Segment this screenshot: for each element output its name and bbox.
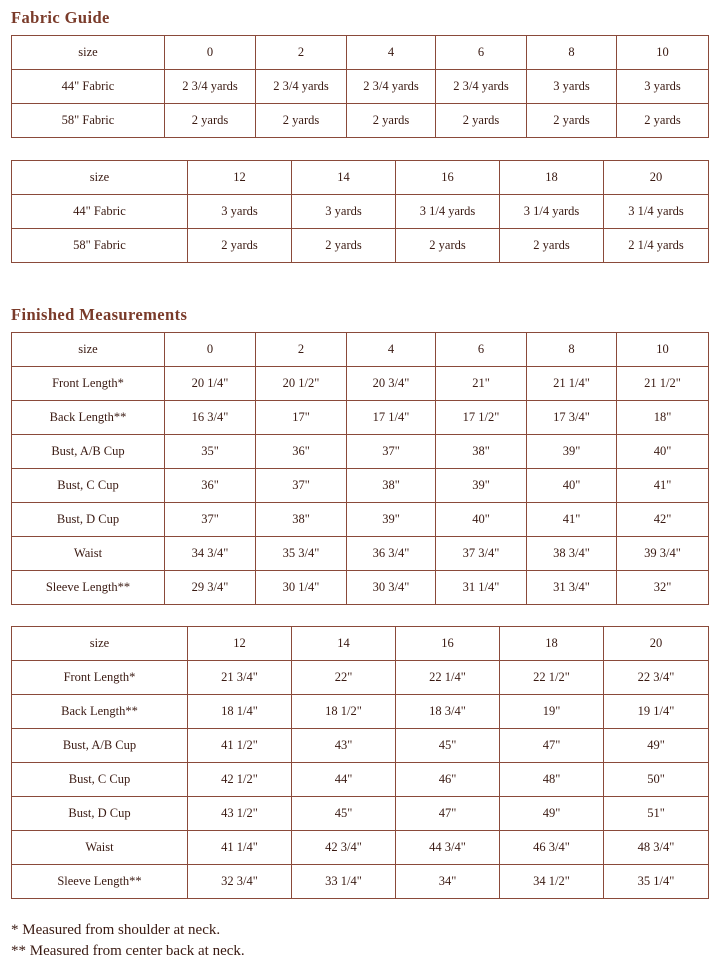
table-cell: 18" bbox=[617, 401, 709, 435]
table-cell: 36" bbox=[256, 435, 347, 469]
table-header-row bbox=[12, 627, 709, 661]
table-cell: 43 1/2" bbox=[188, 797, 292, 831]
table-cell: 34 3/4" bbox=[165, 537, 256, 571]
row-label: Bust, C Cup bbox=[12, 469, 165, 503]
table-cell: 31 1/4" bbox=[436, 571, 527, 605]
header-cell: 12 bbox=[188, 627, 292, 661]
header-cell: 10 bbox=[617, 36, 709, 70]
fabric-guide-table-sizes-12-20 bbox=[11, 160, 709, 263]
table-cell: 2 yards bbox=[617, 104, 709, 138]
table-row bbox=[12, 763, 709, 797]
table-cell: 29 3/4" bbox=[165, 571, 256, 605]
row-label: Bust, D Cup bbox=[12, 503, 165, 537]
table-cell: 17 1/2" bbox=[436, 401, 527, 435]
table-cell: 32 3/4" bbox=[188, 865, 292, 899]
header-cell: 20 bbox=[604, 161, 709, 195]
table-cell: 17" bbox=[256, 401, 347, 435]
table-cell: 39" bbox=[436, 469, 527, 503]
table-row bbox=[12, 797, 709, 831]
table-cell: 18 3/4" bbox=[396, 695, 500, 729]
table-cell: 37 3/4" bbox=[436, 537, 527, 571]
table-cell: 38" bbox=[436, 435, 527, 469]
table-cell: 3 1/4 yards bbox=[604, 195, 709, 229]
table-cell: 19" bbox=[500, 695, 604, 729]
table-cell: 22 1/2" bbox=[500, 661, 604, 695]
table-cell: 34" bbox=[396, 865, 500, 899]
table-row bbox=[12, 729, 709, 763]
table-header-row bbox=[12, 161, 709, 195]
table-cell: 36 3/4" bbox=[347, 537, 436, 571]
table-cell: 49" bbox=[604, 729, 709, 763]
table-cell: 18 1/4" bbox=[188, 695, 292, 729]
table-header-row bbox=[12, 36, 709, 70]
header-cell: 14 bbox=[292, 161, 396, 195]
table-cell: 2 yards bbox=[165, 104, 256, 138]
fabric-guide-table-sizes-0-10 bbox=[11, 35, 709, 138]
table-cell: 32" bbox=[617, 571, 709, 605]
table-cell: 18 1/2" bbox=[292, 695, 396, 729]
table-cell: 34 1/2" bbox=[500, 865, 604, 899]
row-label: Bust, A/B Cup bbox=[12, 729, 188, 763]
table-cell: 2 yards bbox=[527, 104, 617, 138]
table-cell: 44 3/4" bbox=[396, 831, 500, 865]
table-cell: 35 3/4" bbox=[256, 537, 347, 571]
table-cell: 22 3/4" bbox=[604, 661, 709, 695]
table-cell: 37" bbox=[256, 469, 347, 503]
table-row bbox=[12, 865, 709, 899]
table-cell: 35 1/4" bbox=[604, 865, 709, 899]
table-cell: 3 yards bbox=[527, 70, 617, 104]
table-cell: 42 3/4" bbox=[292, 831, 396, 865]
table-cell: 20 3/4" bbox=[347, 367, 436, 401]
table-row bbox=[12, 195, 709, 229]
header-cell: 6 bbox=[436, 333, 527, 367]
table-row bbox=[12, 229, 709, 263]
table-cell: 39" bbox=[527, 435, 617, 469]
table-cell: 16 3/4" bbox=[165, 401, 256, 435]
table-cell: 3 1/4 yards bbox=[396, 195, 500, 229]
table-cell: 2 yards bbox=[396, 229, 500, 263]
table-cell: 2 3/4 yards bbox=[436, 70, 527, 104]
table-cell: 41" bbox=[617, 469, 709, 503]
header-cell: 2 bbox=[256, 333, 347, 367]
table-cell: 49" bbox=[500, 797, 604, 831]
table-cell: 17 1/4" bbox=[347, 401, 436, 435]
table-header-row bbox=[12, 333, 709, 367]
table-cell: 51" bbox=[604, 797, 709, 831]
header-cell: 20 bbox=[604, 627, 709, 661]
table-cell: 42 1/2" bbox=[188, 763, 292, 797]
table-cell: 30 3/4" bbox=[347, 571, 436, 605]
table-row bbox=[12, 104, 709, 138]
row-label: Waist bbox=[12, 537, 165, 571]
row-label: Bust, D Cup bbox=[12, 797, 188, 831]
table-row bbox=[12, 537, 709, 571]
table-cell: 21 3/4" bbox=[188, 661, 292, 695]
table-row bbox=[12, 367, 709, 401]
table-cell: 2 yards bbox=[188, 229, 292, 263]
table-cell: 22" bbox=[292, 661, 396, 695]
header-cell: 14 bbox=[292, 627, 396, 661]
table-cell: 2 yards bbox=[292, 229, 396, 263]
table-cell: 40" bbox=[617, 435, 709, 469]
table-cell: 3 yards bbox=[617, 70, 709, 104]
table-cell: 45" bbox=[292, 797, 396, 831]
table-cell: 2 3/4 yards bbox=[256, 70, 347, 104]
table-row bbox=[12, 661, 709, 695]
header-cell: size bbox=[12, 36, 165, 70]
row-label: Back Length** bbox=[12, 695, 188, 729]
footnote-front-length: * Measured from shoulder at neck. bbox=[11, 922, 221, 938]
table-cell: 46 3/4" bbox=[500, 831, 604, 865]
fabric-guide-title: Fabric Guide bbox=[11, 8, 110, 27]
row-label: Waist bbox=[12, 831, 188, 865]
table-cell: 33 1/4" bbox=[292, 865, 396, 899]
measurements-table-sizes-0-10 bbox=[11, 332, 709, 605]
table-cell: 37" bbox=[165, 503, 256, 537]
row-label: Front Length* bbox=[12, 661, 188, 695]
row-label: Sleeve Length** bbox=[12, 571, 165, 605]
header-cell: 10 bbox=[617, 333, 709, 367]
table-cell: 42" bbox=[617, 503, 709, 537]
table-row bbox=[12, 571, 709, 605]
table-cell: 2 yards bbox=[436, 104, 527, 138]
table-cell: 2 yards bbox=[256, 104, 347, 138]
table-cell: 41 1/4" bbox=[188, 831, 292, 865]
table-cell: 48" bbox=[500, 763, 604, 797]
table-cell: 38" bbox=[347, 469, 436, 503]
table-row bbox=[12, 401, 709, 435]
header-cell: 12 bbox=[188, 161, 292, 195]
header-cell: 18 bbox=[500, 161, 604, 195]
table-cell: 38 3/4" bbox=[527, 537, 617, 571]
table-cell: 3 yards bbox=[292, 195, 396, 229]
header-cell: 8 bbox=[527, 36, 617, 70]
row-label: Back Length** bbox=[12, 401, 165, 435]
table-cell: 43" bbox=[292, 729, 396, 763]
table-row bbox=[12, 469, 709, 503]
table-cell: 2 1/4 yards bbox=[604, 229, 709, 263]
header-cell: 4 bbox=[347, 333, 436, 367]
table-cell: 41" bbox=[527, 503, 617, 537]
row-label: Front Length* bbox=[12, 367, 165, 401]
table-cell: 22 1/4" bbox=[396, 661, 500, 695]
table-row bbox=[12, 70, 709, 104]
table-cell: 38" bbox=[256, 503, 347, 537]
table-row bbox=[12, 503, 709, 537]
header-cell: 0 bbox=[165, 333, 256, 367]
header-cell: 18 bbox=[500, 627, 604, 661]
table-cell: 3 1/4 yards bbox=[500, 195, 604, 229]
row-label: 58" Fabric bbox=[12, 104, 165, 138]
table-cell: 45" bbox=[396, 729, 500, 763]
table-cell: 37" bbox=[347, 435, 436, 469]
measurements-table-sizes-12-20 bbox=[11, 626, 709, 899]
header-cell: 16 bbox=[396, 627, 500, 661]
row-label: 44" Fabric bbox=[12, 195, 188, 229]
table-cell: 44" bbox=[292, 763, 396, 797]
table-cell: 40" bbox=[527, 469, 617, 503]
header-cell: 8 bbox=[527, 333, 617, 367]
table-cell: 2 yards bbox=[347, 104, 436, 138]
header-cell: size bbox=[12, 627, 188, 661]
table-cell: 19 1/4" bbox=[604, 695, 709, 729]
table-cell: 46" bbox=[396, 763, 500, 797]
table-cell: 48 3/4" bbox=[604, 831, 709, 865]
row-label: 58" Fabric bbox=[12, 229, 188, 263]
table-cell: 41 1/2" bbox=[188, 729, 292, 763]
table-cell: 50" bbox=[604, 763, 709, 797]
header-cell: 4 bbox=[347, 36, 436, 70]
table-cell: 39 3/4" bbox=[617, 537, 709, 571]
table-cell: 30 1/4" bbox=[256, 571, 347, 605]
table-cell: 35" bbox=[165, 435, 256, 469]
row-label: Bust, A/B Cup bbox=[12, 435, 165, 469]
footnote-back-length: ** Measured from center back at neck. bbox=[11, 943, 245, 959]
table-cell: 20 1/4" bbox=[165, 367, 256, 401]
table-cell: 20 1/2" bbox=[256, 367, 347, 401]
header-cell: 2 bbox=[256, 36, 347, 70]
table-row bbox=[12, 695, 709, 729]
header-cell: size bbox=[12, 333, 165, 367]
table-cell: 17 3/4" bbox=[527, 401, 617, 435]
header-cell: size bbox=[12, 161, 188, 195]
table-cell: 31 3/4" bbox=[527, 571, 617, 605]
table-cell: 2 3/4 yards bbox=[347, 70, 436, 104]
table-cell: 47" bbox=[396, 797, 500, 831]
table-cell: 2 3/4 yards bbox=[165, 70, 256, 104]
table-row bbox=[12, 831, 709, 865]
table-cell: 21 1/4" bbox=[527, 367, 617, 401]
table-cell: 47" bbox=[500, 729, 604, 763]
table-cell: 2 yards bbox=[500, 229, 604, 263]
finished-measurements-title: Finished Measurements bbox=[11, 305, 188, 324]
table-cell: 40" bbox=[436, 503, 527, 537]
table-cell: 21 1/2" bbox=[617, 367, 709, 401]
row-label: Sleeve Length** bbox=[12, 865, 188, 899]
header-cell: 0 bbox=[165, 36, 256, 70]
table-cell: 3 yards bbox=[188, 195, 292, 229]
header-cell: 6 bbox=[436, 36, 527, 70]
table-cell: 36" bbox=[165, 469, 256, 503]
table-cell: 21" bbox=[436, 367, 527, 401]
row-label: Bust, C Cup bbox=[12, 763, 188, 797]
row-label: 44" Fabric bbox=[12, 70, 165, 104]
header-cell: 16 bbox=[396, 161, 500, 195]
table-row bbox=[12, 435, 709, 469]
table-cell: 39" bbox=[347, 503, 436, 537]
